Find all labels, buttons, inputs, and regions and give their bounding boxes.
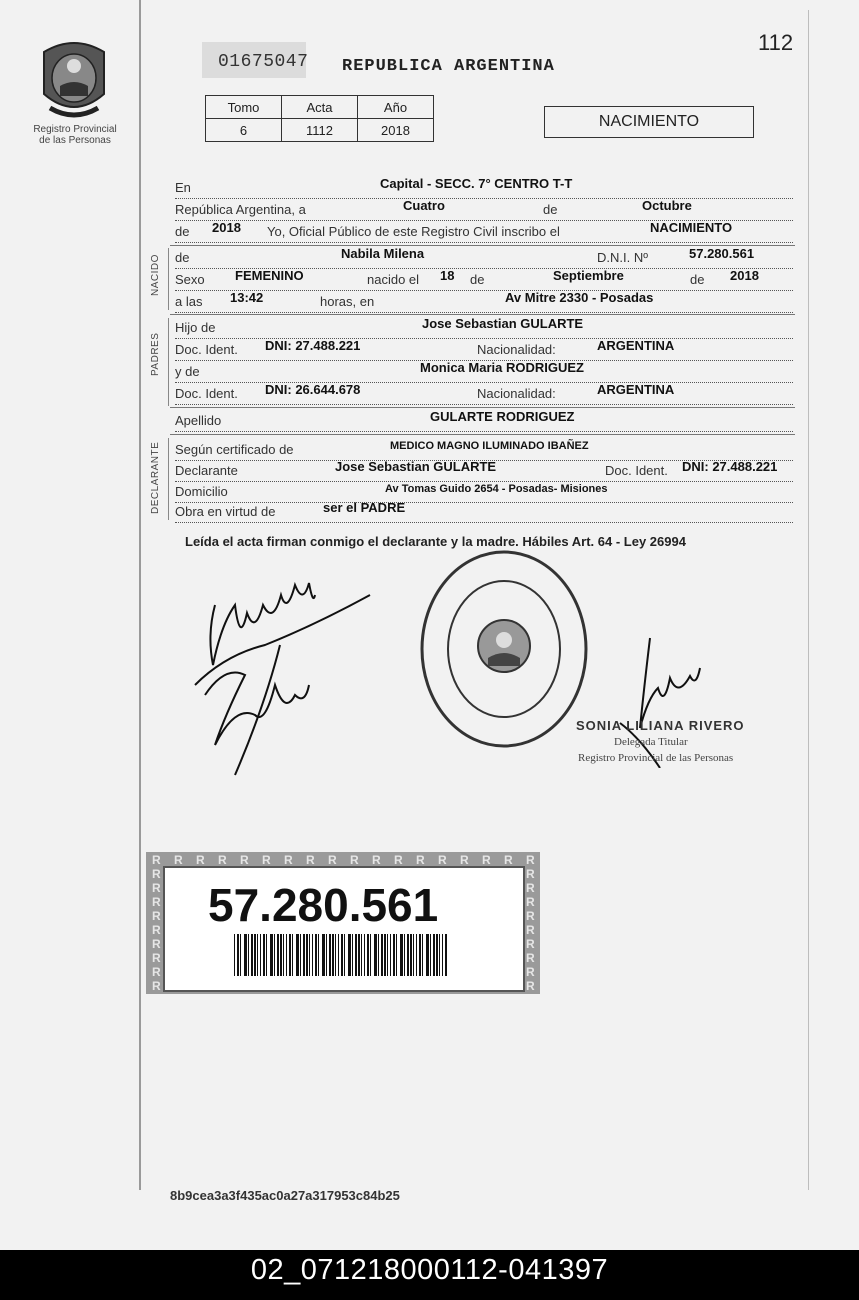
act-type-box: NACIMIENTO (544, 106, 754, 138)
inscribe-value: NACIMIENTO (650, 220, 733, 235)
name-label: de (175, 250, 190, 265)
line-father-doc (175, 340, 793, 361)
registry-value-ano: 2018 (358, 119, 434, 142)
month-value: Octubre (642, 198, 692, 213)
registry-value-tomo: 6 (206, 119, 282, 142)
line-declarante (175, 461, 793, 482)
decl-doc-value: DNI: 27.488.221 (682, 459, 778, 474)
dni-label: D.N.I. Nº (597, 250, 648, 265)
line-obra (175, 502, 793, 523)
birth-year: 2018 (730, 268, 759, 283)
apellido-label: Apellido (175, 413, 222, 428)
mother-name: Monica Maria RODRIGUEZ (420, 360, 584, 375)
logo-caption-line1: Registro Provincial (33, 124, 117, 135)
official-stamp (418, 548, 590, 750)
sexo-label: Sexo (175, 272, 205, 287)
declarante-value: Jose Sebastian GULARTE (335, 459, 497, 474)
hour-value: 13:42 (230, 290, 264, 305)
logo-caption (20, 124, 130, 146)
section-label-nacido: NACIDO (150, 254, 161, 296)
document-hash: 8b9cea3a3f435ac0a27a317953c84b25 (170, 1188, 400, 1203)
nacionalidad-label: Nacionalidad: (477, 342, 556, 357)
section-divider (170, 407, 795, 408)
section-label-padres: PADRES (150, 332, 161, 376)
birth-de2-label: de (690, 272, 705, 287)
obra-label: Obra en virtud de (175, 504, 276, 519)
obra-value: ser el PADRE (323, 500, 406, 515)
year-value: 2018 (212, 220, 241, 235)
en-value: Capital - SECC. 7° CENTRO T-T (380, 176, 573, 191)
birth-month: Septiembre (553, 268, 624, 283)
father-doc: DNI: 27.488.221 (265, 338, 361, 353)
day-value: Cuatro (403, 198, 445, 213)
child-name: Nabila Milena (341, 246, 425, 261)
decl-doc-label: Doc. Ident. (605, 463, 668, 478)
section-divider (170, 434, 795, 435)
declarante-label: Declarante (175, 463, 238, 478)
barcode-icon (234, 934, 448, 976)
official-role: Delegada Titular (614, 736, 688, 748)
declarant-signature (185, 565, 385, 785)
closing-statement: Leída el acta firman conmigo el declarante y la madre. Hábiles Art. 64 - Ley 26994 (185, 534, 686, 549)
apellido-value: GULARTE RODRIGUEZ (430, 409, 575, 424)
certificado-value: MEDICO MAGNO ILUMINADO IBAÑEZ (390, 440, 589, 452)
en-label: En (175, 180, 191, 195)
right-margin-line (808, 10, 809, 1190)
left-margin-line (139, 0, 141, 1190)
domicilio-label: Domicilio (175, 484, 228, 499)
line-mother (175, 362, 793, 383)
line-apellido (175, 411, 793, 432)
yde-label: y de (175, 364, 200, 379)
father-nationality: ARGENTINA (597, 338, 675, 353)
registry-header-tomo: Tomo (206, 96, 282, 119)
logo-caption-line2: de las Personas (39, 135, 111, 146)
sexo-value: FEMENINO (235, 268, 304, 283)
doc-label: Doc. Ident. (175, 342, 238, 357)
footer-id: 02_071218000112-041397 (250, 1254, 609, 1286)
country-title: REPUBLICA ARGENTINA (342, 57, 555, 76)
serial-number: 01675047 (218, 52, 309, 72)
place-value: Av Mitre 2330 - Posadas (505, 290, 654, 305)
nacionalidad2-label: Nacionalidad: (477, 386, 556, 401)
padres-bracket (168, 318, 169, 406)
declarante-bracket (168, 438, 169, 520)
horas-label: horas, en (320, 294, 375, 309)
birth-day: 18 (440, 268, 455, 283)
page-number: 112 (758, 30, 794, 55)
oficial-text: Yo, Oficial Público de este Registro Civil inscribo el (267, 224, 560, 239)
line-domicilio (175, 482, 793, 503)
alas-label: a las (175, 294, 203, 309)
line-sex (175, 270, 793, 291)
certificado-label: Según certificado de (175, 442, 294, 457)
mother-nationality: ARGENTINA (597, 382, 675, 397)
birth-de-label: de (470, 272, 485, 287)
line-inscribe (175, 222, 793, 243)
line-hour (175, 292, 793, 313)
dni-sticker-number: 57.280.561 (208, 879, 439, 931)
line-en (175, 178, 793, 199)
line-date (175, 200, 793, 221)
registry-value-acta: 1112 (282, 119, 358, 142)
provincial-seal-logo (38, 38, 110, 122)
nacido-bracket (168, 248, 169, 310)
line-father (175, 318, 793, 339)
official-name: SONIA LILIANA RIVERO (576, 718, 745, 733)
official-office: Registro Provincial de las Personas (578, 752, 734, 764)
section-divider (170, 314, 795, 315)
de-label: de (543, 202, 558, 217)
registry-table (205, 95, 434, 142)
doc2-label: Doc. Ident. (175, 386, 238, 401)
line-certificado (175, 440, 793, 461)
registry-header-acta: Acta (282, 96, 358, 119)
de2-label: de (175, 224, 190, 239)
line-mother-doc (175, 384, 793, 405)
hijo-label: Hijo de (175, 320, 216, 335)
republica-label: República Argentina, a (175, 202, 306, 217)
mother-doc: DNI: 26.644.678 (265, 382, 361, 397)
section-label-declarante: DECLARANTE (150, 441, 161, 514)
father-name: Jose Sebastian GULARTE (422, 316, 584, 331)
domicilio-value: Av Tomas Guido 2654 - Posadas- Misiones (385, 483, 608, 495)
line-name (175, 248, 793, 269)
registry-header-ano: Año (358, 96, 434, 119)
child-dni: 57.280.561 (689, 246, 755, 261)
nacido-label: nacido el (367, 272, 420, 287)
